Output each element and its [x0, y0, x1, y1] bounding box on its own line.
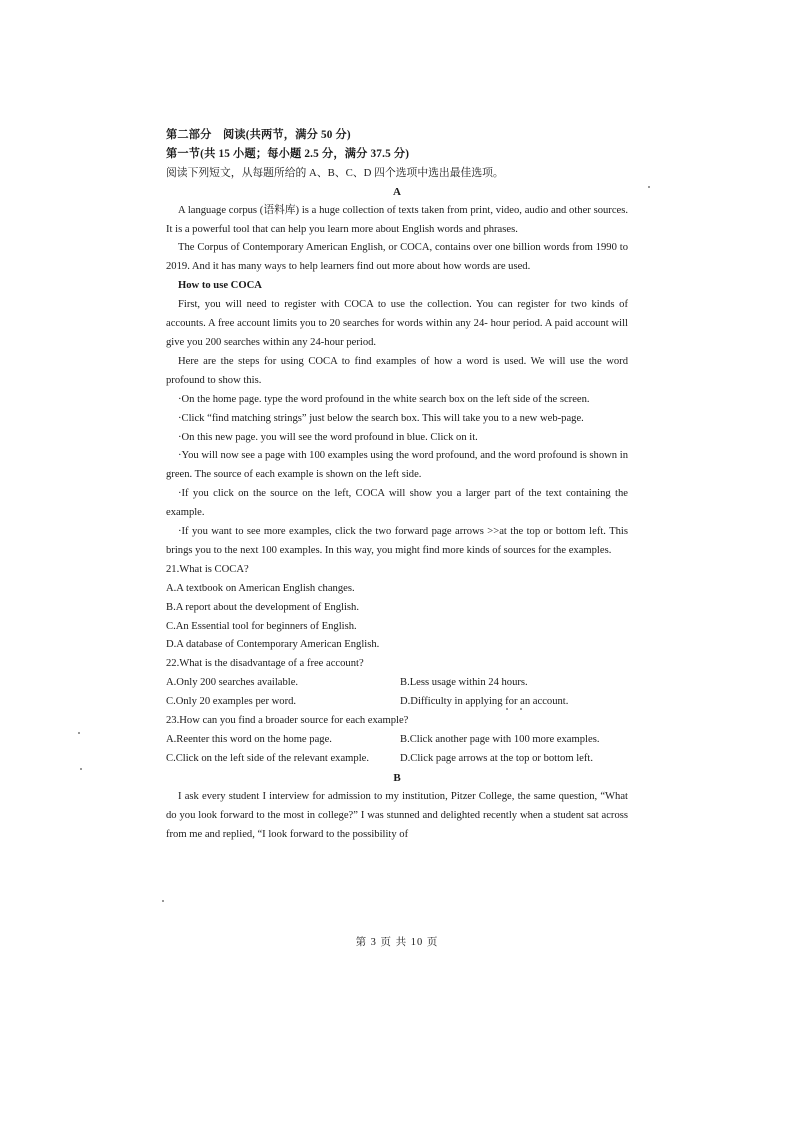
passage-a-paragraph: A language corpus (语料库) is a huge collection of texts taken from print, video, audio and other sources. It is a powerful tool that can help you learn more about English words and phrases. — [166, 204, 628, 235]
scan-speck — [520, 708, 522, 710]
scan-speck — [162, 900, 164, 902]
question-22-option-d: D.Difficulty in applying for an account. — [400, 696, 569, 708]
section-title: 第二部分 阅读(共两节，满分 50 分) — [166, 129, 351, 141]
scan-speck — [80, 768, 82, 770]
question-22-stem: 22.What is the disadvantage of a free account? — [166, 658, 364, 670]
passage-a-step: ·If you want to see more examples, click the two forward page arrows >>at the top or bottom left. This brings you to the next 100 examples. In this way, you might find more kinds of sources for the examples. — [166, 526, 628, 556]
passage-a-step: ·Click “find matching strings” just below the search box. This will take you to a new web-page. — [178, 412, 584, 424]
page-content — [166, 126, 628, 844]
scan-speck — [78, 732, 80, 734]
question-22-option-a: A.Only 200 searches available. — [166, 677, 299, 689]
section-instruction: 阅读下列短文，从每题所给的 A、B、C、D 四个选项中选出最佳选项。 — [166, 166, 504, 179]
passage-b-paragraph: I ask every student I interview for admission to my institution, Pitzer College, the same question, “What do you look forward to the most in college?” I was stunned and delighted recently when a student sat across from me and replied, “I look forward to the possibility of — [166, 790, 628, 840]
passage-a-paragraph: First, you will need to register with COCA to use the collection. You can register for two kinds of accounts. A free account limits you to 20 searches for words within any 24- hour period. A paid account will give you 200 searches within any 24-hour period. — [166, 299, 628, 348]
passage-a-label: A — [393, 185, 401, 198]
question-21-option-c: C.An Essential tool for beginners of English. — [166, 620, 357, 632]
passage-a-step: ·On the home page. type the word profound in the white search box on the left side of the screen. — [178, 393, 590, 405]
question-21-stem: 21.What is COCA? — [166, 563, 249, 575]
question-21-option-b: B.A report about the development of English. — [166, 601, 360, 613]
question-22-option-b: B.Less usage within 24 hours. — [400, 677, 528, 689]
passage-a-subheading: How to use COCA — [178, 280, 262, 292]
question-23-option-b: B.Click another page with 100 more examples. — [400, 734, 600, 745]
question-22-option-c: C.Only 20 examples per word. — [166, 696, 297, 708]
question-22-options-row — [166, 674, 628, 693]
section-subtitle: 第一节(共 15 小题；每小题 2.5 分，满分 37.5 分) — [166, 147, 410, 160]
passage-a-step: ·If you click on the source on the left, COCA will show you a larger part of the text containing the example. — [166, 488, 628, 519]
question-22-options-row — [166, 693, 628, 712]
question-23-option-a: A.Reenter this word on the home page. — [166, 734, 332, 745]
scan-speck — [506, 708, 508, 710]
question-23-stem: 23.How can you find a broader source for each example? — [166, 715, 409, 727]
passage-a-paragraph: Here are the steps for using COCA to find examples of how a word is used. We will use the word profound to show this. — [166, 355, 628, 386]
question-23-options-row — [166, 750, 628, 769]
question-23-options-row — [166, 731, 628, 750]
passage-b-label: B — [393, 771, 401, 784]
page-footer: 第 3 页 共 10 页 — [355, 937, 439, 948]
question-23-option-d: D.Click page arrows at the top or bottom left. — [400, 752, 593, 764]
passage-a-paragraph: The Corpus of Contemporary American English, or COCA, contains over one billion words from 1990 to 2019. And it has many ways to help learners find out more about how words are used. — [166, 242, 628, 273]
scan-speck — [648, 186, 650, 188]
question-21-option-d: D.A database of Contemporary American English. — [166, 639, 380, 651]
passage-a-step: ·On this new page. you will see the word profound in blue. Click on it. — [178, 431, 478, 443]
passage-a-step: ·You will now see a page with 100 examples using the word profound, and the word profound is shown in green. The source of each example is shown on the left side. — [166, 450, 628, 481]
question-21-option-a: A.A textbook on American English changes. — [166, 582, 355, 594]
question-23-option-c: C.Click on the left side of the relevant example. — [166, 752, 369, 764]
